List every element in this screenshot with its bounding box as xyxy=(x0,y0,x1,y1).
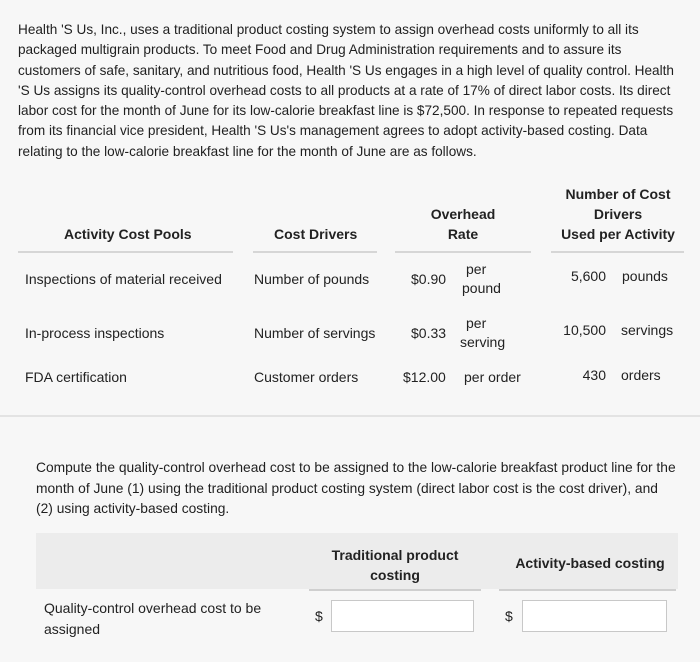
header-overhead-rate-line2: Rate xyxy=(447,226,479,242)
abc-cost-input[interactable] xyxy=(522,600,667,632)
row3-unit: orders xyxy=(621,367,661,383)
row2-pool: In-process inspections xyxy=(25,325,165,341)
row2-per xyxy=(460,314,516,352)
answer-row-label: Quality-control overhead cost to be assigned xyxy=(44,600,262,637)
row1-per-line1: per xyxy=(466,261,487,277)
row2-unit: servings xyxy=(621,322,674,338)
row1-rate: $0.90 xyxy=(411,271,447,287)
header-overhead-rate xyxy=(400,204,526,244)
header-drivers-used xyxy=(556,184,680,244)
header-activity-cost-pools: Activity Cost Pools xyxy=(64,226,192,242)
currency-symbol: $ xyxy=(505,608,513,624)
header-underline xyxy=(551,251,684,253)
row1-driver: Number of pounds xyxy=(254,271,370,287)
row2-per-line2: serving xyxy=(460,334,506,350)
row3-rate: $12.00 xyxy=(403,369,446,385)
answer-header-traditional xyxy=(320,545,470,585)
header-cost-drivers: Cost Drivers xyxy=(274,226,358,242)
header-underline xyxy=(18,251,233,253)
row2-driver: Number of servings xyxy=(254,325,376,341)
row3-qty: 430 xyxy=(582,367,606,383)
answer-header-underline xyxy=(309,589,481,591)
header-underline xyxy=(253,251,377,253)
header-overhead-rate-line1: Overhead xyxy=(430,206,496,222)
activity-cost-table xyxy=(0,172,700,412)
answer-header-traditional-line2: costing xyxy=(370,567,420,583)
section-divider xyxy=(0,415,700,417)
problem-statement: Health 'S Us, Inc., uses a traditional product costing system to assign overhead costs uniformly to all its packaged multigrain products. To meet Food and Drug Administration requirements and to assure its customers of safe, sanitary, and nutritious food, Health 'S Us engages in a high level of quality control. Health 'S Us assigns its quality-control overhead costs to all products at a rate of 17% of direct labor costs. Its direct labor cost for the month of June for its low-calorie breakfast line is $72,500. In response to repeated requests from its financial vice president, Health 'S Us's management agrees to adopt activity-based costing. Data relating to the low-calorie breakfast line for the month of June are as follows. xyxy=(18,22,674,159)
header-drivers-used-line1: Number of Cost xyxy=(565,186,671,202)
header-drivers-used-line3: Used per Activity xyxy=(561,226,675,242)
row2-per-line1: per xyxy=(466,315,487,331)
row1-per xyxy=(462,260,510,298)
currency-symbol: $ xyxy=(315,608,323,624)
answer-header-traditional-line1: Traditional product xyxy=(331,547,459,563)
traditional-cost-input[interactable] xyxy=(331,600,474,632)
row1-qty: 5,600 xyxy=(570,268,606,284)
row1-per-line2: pound xyxy=(462,280,501,296)
header-drivers-used-line2: Drivers xyxy=(593,206,643,222)
header-underline xyxy=(395,251,531,253)
row3-driver: Customer orders xyxy=(254,369,359,385)
answer-header-abc: Activity-based costing xyxy=(515,555,665,571)
row1-pool: Inspections of material received xyxy=(25,271,222,287)
answer-header-underline xyxy=(499,589,676,591)
row1-unit: pounds xyxy=(622,268,668,284)
row2-qty: 10,500 xyxy=(563,322,606,338)
question-text: Compute the quality-control overhead cost to be assigned to the low-calorie breakfast product line for the month of June (1) using the traditional product costing system (direct labor cost is the cost driver), and (2) using activity-based costing. xyxy=(36,460,676,516)
row3-per: per order xyxy=(464,369,521,385)
row2-rate: $0.33 xyxy=(411,325,447,341)
row3-pool: FDA certification xyxy=(25,369,127,385)
